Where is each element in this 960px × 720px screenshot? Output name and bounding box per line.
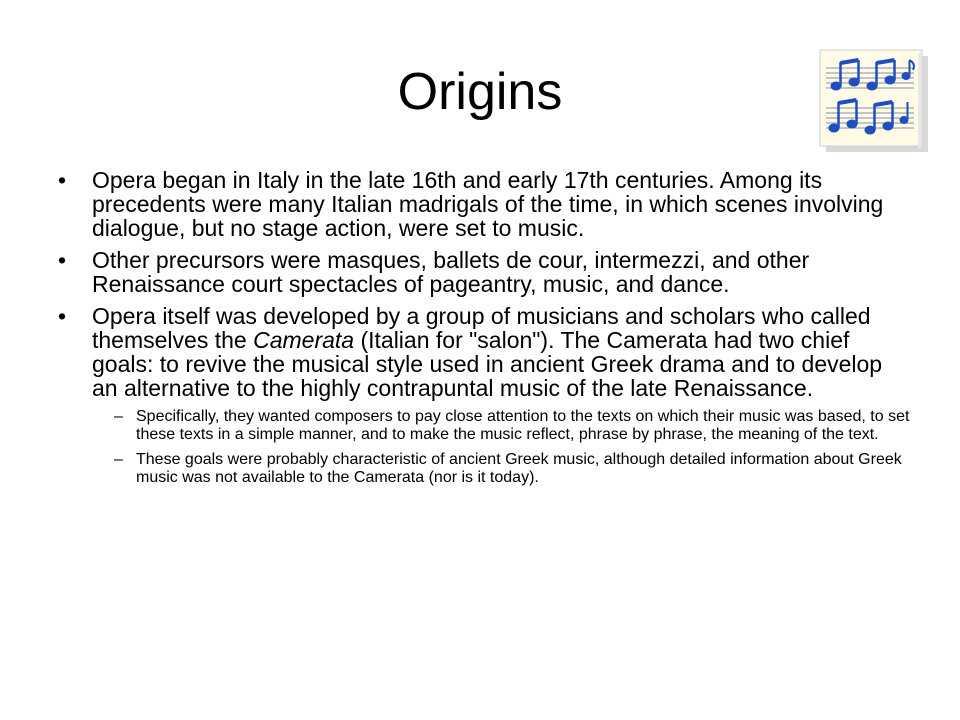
bullet-other-precursors (58, 248, 914, 296)
sub-bullet-marker: – (114, 408, 123, 425)
bullet-text-after: (Italian for "salon"). The Camerata had two chief goals: to revive the musical style used in ancient Greek drama and to develop an alternative to the highly contrapuntal music of the late Renaissance. (92, 327, 883, 401)
bullet-opera-began (58, 168, 914, 240)
sub-bullet-text: These goals were probably characteristic of ancient Greek music, although detailed information about Greek music was not available to the Camerata (nor is it today). (136, 451, 902, 486)
sub-bullet-text: Specifically, they wanted composers to pay close attention to the texts on which their music was based, to set these texts in a simple manner, and to make the music reflect, phrase by phrase, the meaning of the text. (136, 408, 910, 443)
music-notes-icon (814, 46, 932, 156)
bullet-text: Other precursors were masques, ballets de cour, intermezzi, and other Renaissance court spectacles of pageantry, music, and dance. (92, 247, 810, 297)
slide-body (58, 168, 914, 494)
sub-bullet-marker: – (114, 451, 123, 468)
bullet-camerata (58, 304, 914, 400)
camerata-italic: Camerata (253, 327, 355, 353)
bullet-marker: • (58, 303, 67, 329)
slide-title: Origins (397, 63, 563, 121)
bullet-text-before: Opera itself was developed by a group of musicians and scholars who called themselves the (92, 303, 871, 353)
bullet-marker: • (58, 247, 67, 273)
sub-bullet-specifically (58, 408, 914, 444)
sub-bullet-greek-goals (58, 451, 914, 487)
bullet-text: Opera began in Italy in the late 16th and early 17th centuries. Among its precedents were many Italian madrigals of the time, in which scenes involving dialogue, but no stage action, were set to music. (92, 167, 884, 241)
bullet-marker: • (58, 167, 67, 193)
